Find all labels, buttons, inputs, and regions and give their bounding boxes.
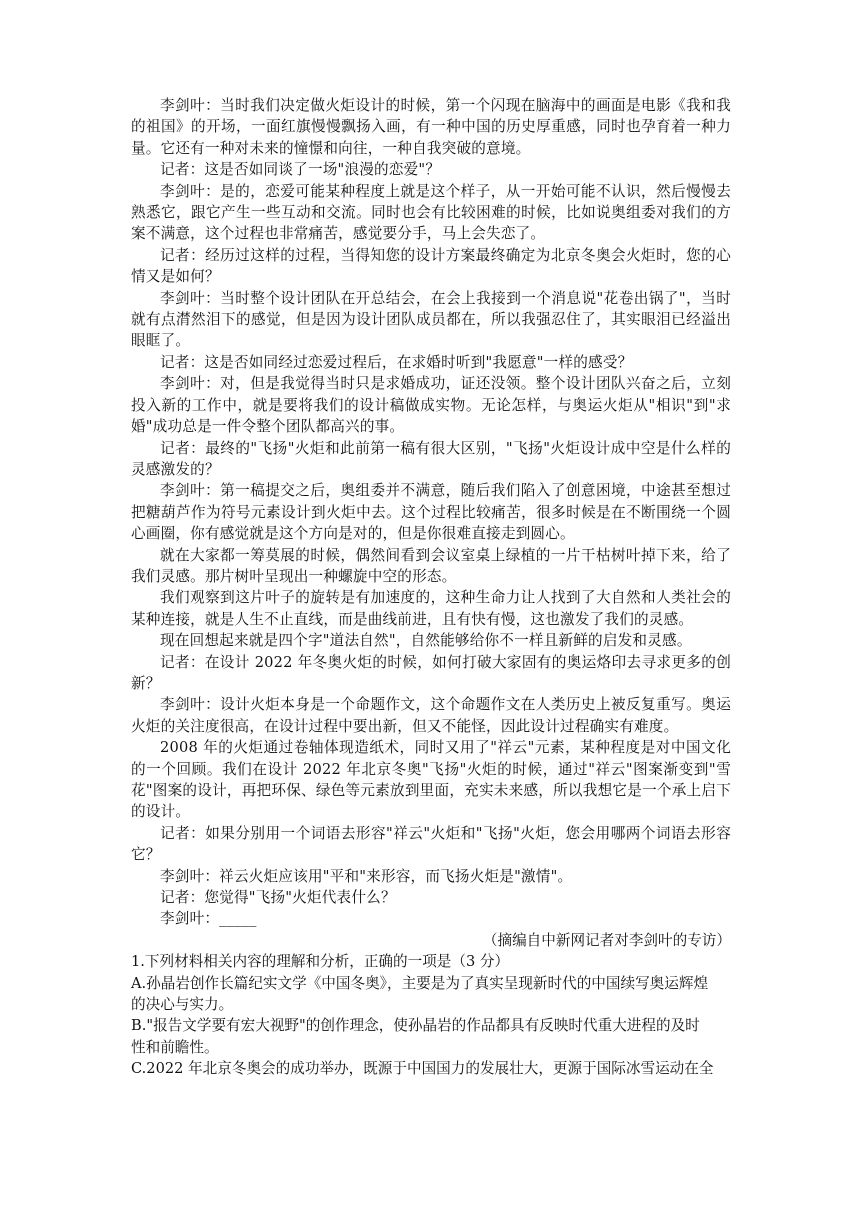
interview-paragraph: 就在大家都一筹莫展的时候，偶然间看到会议室桌上绿植的一片干枯树叶掉下来，给了我们灵感。那片树叶呈现出一种螺旋中空的形态。 bbox=[131, 546, 731, 585]
interview-paragraph: 李剑叶：当时我们决定做火炬设计的时候，第一个闪现在脑海中的画面是电影《我和我的祖国》的开场，一面红旗慢慢飘扬入画，有一种中国的历史厚重感，同时也孕育着一种力量。它还有一种对未来的憧憬和向往，一种自我突破的意境。 bbox=[131, 97, 731, 157]
article-body bbox=[131, 95, 731, 1080]
option-b-continued: 性和前瞻性。 bbox=[131, 1038, 219, 1056]
option-a: A.孙晶岩创作长篇纪实文学《中国冬奥》，主要是为了真实呈现新时代的中国续写奥运辉煌 bbox=[131, 974, 709, 992]
interview-paragraph: 李剑叶：第一稿提交之后，奥组委并不满意，随后我们陷入了创意困境，中途甚至想过把糖葫芦作为符号元素设计到火炬中去。这个过程比较痛苦，很多时候是在不断围绕一个圆心画圈，你有感觉就是这个方向是对的，但是你很难直接走到圆心。 bbox=[131, 482, 731, 543]
interview-paragraph: 记者：您觉得"飞扬"火炬代表什么？ bbox=[160, 889, 396, 907]
option-c: C.2022 年北京冬奥会的成功举办，既源于中国国力的发展壮大，更源于国际冰雪运动在全 bbox=[131, 1060, 714, 1078]
question-stem: 1.下列材料相关内容的理解和分析，正确的一项是（3 分） bbox=[131, 953, 510, 971]
source-note: （摘编自中新网记者对李剑叶的专访） bbox=[482, 931, 731, 949]
interview-paragraph: 记者：这是否如同经过恋爱过程后，在求婚时听到"我愿意"一样的感受？ bbox=[160, 353, 633, 371]
interview-paragraph: 2008 年的火炬通过卷轴体现造纸术，同时又用了"祥云"元素，某种程度是对中国文化的一个回顾。我们在设计 2022 年北京冬奥"飞扬"火炬的时候，通过"祥云"图案渐变到"雪花"图案的设计，再把环保、绿色等元素放到里面，充实未来感，所以我想它是一个承上启下的设计。 bbox=[131, 739, 731, 821]
option-b: B."报告文学要有宏大视野"的创作理念，使孙晶岩的作品都具有反映时代重大进程的及时 bbox=[131, 1017, 700, 1035]
interview-paragraph: 记者：最终的"飞扬"火炬和此前第一稿有很大区别，"飞扬"火炬设计成中空是什么样的灵感激发的？ bbox=[131, 439, 731, 478]
interview-paragraph: 记者：这是否如同谈了一场"浪漫的恋爱"？ bbox=[160, 161, 441, 179]
interview-paragraph: 记者：经历过这样的过程，当得知您的设计方案最终确定为北京冬奥会火炬时，您的心情又是如何？ bbox=[131, 246, 731, 286]
interview-paragraph: 李剑叶：_____ bbox=[160, 910, 257, 928]
interview-paragraph: 现在回想起来就是四个字"道法自然"，自然能够给你不一样且新鲜的启发和灵感。 bbox=[160, 632, 692, 650]
interview-paragraph: 记者：如果分别用一个词语去形容"祥云"火炬和"飞扬"火炬，您会用哪两个词语去形容它？ bbox=[131, 824, 731, 864]
interview-paragraph: 李剑叶：是的，恋爱可能某种程度上就是这个样子，从一开始可能不认识，然后慢慢去熟悉它，跟它产生一些互动和交流。同时也会有比较困难的时候，比如说奥组委对我们的方案不满意，这个过程也非常痛苦，感觉要分手，马上会失恋了。 bbox=[131, 182, 731, 243]
interview-paragraph: 记者：在设计 2022 年冬奥火炬的时候，如何打破大家固有的奥运烙印去寻求更多的创新？ bbox=[131, 653, 731, 692]
interview-paragraph: 李剑叶：当时整个设计团队在开总结会，在会上我接到一个消息说"花卷出锅了"，当时就有点潸然泪下的感觉，但是因为设计团队成员都在，所以我强忍住了，其实眼泪已经溢出眼眶了。 bbox=[131, 289, 731, 350]
interview-paragraph: 我们观察到这片叶子的旋转是有加速度的，这种生命力让人找到了大自然和人类社会的某种连接，就是人生不止直线，而是曲线前进，且有快有慢，这也激发了我们的灵感。 bbox=[131, 589, 731, 628]
interview-paragraph: 李剑叶：对，但是我觉得当时只是求婚成功，证还没领。整个设计团队兴奋之后，立刻投入新的工作中，就是要将我们的设计稿做成实物。无论怎样，与奥运火炬从"相识"到"求婚"成功总是一件令整个团队都高兴的事。 bbox=[131, 375, 731, 436]
interview-paragraph: 李剑叶：祥云火炬应该用"平和"来形容，而飞扬火炬是"激情"。 bbox=[160, 867, 573, 885]
interview-paragraph: 李剑叶：设计火炬本身是一个命题作文，这个命题作文在人类历史上被反复重写。奥运火炬的关注度很高，在设计过程中要出新，但又不能怪，因此设计过程确实有难度。 bbox=[131, 696, 731, 735]
option-a-continued: 的决心与实力。 bbox=[131, 996, 234, 1014]
